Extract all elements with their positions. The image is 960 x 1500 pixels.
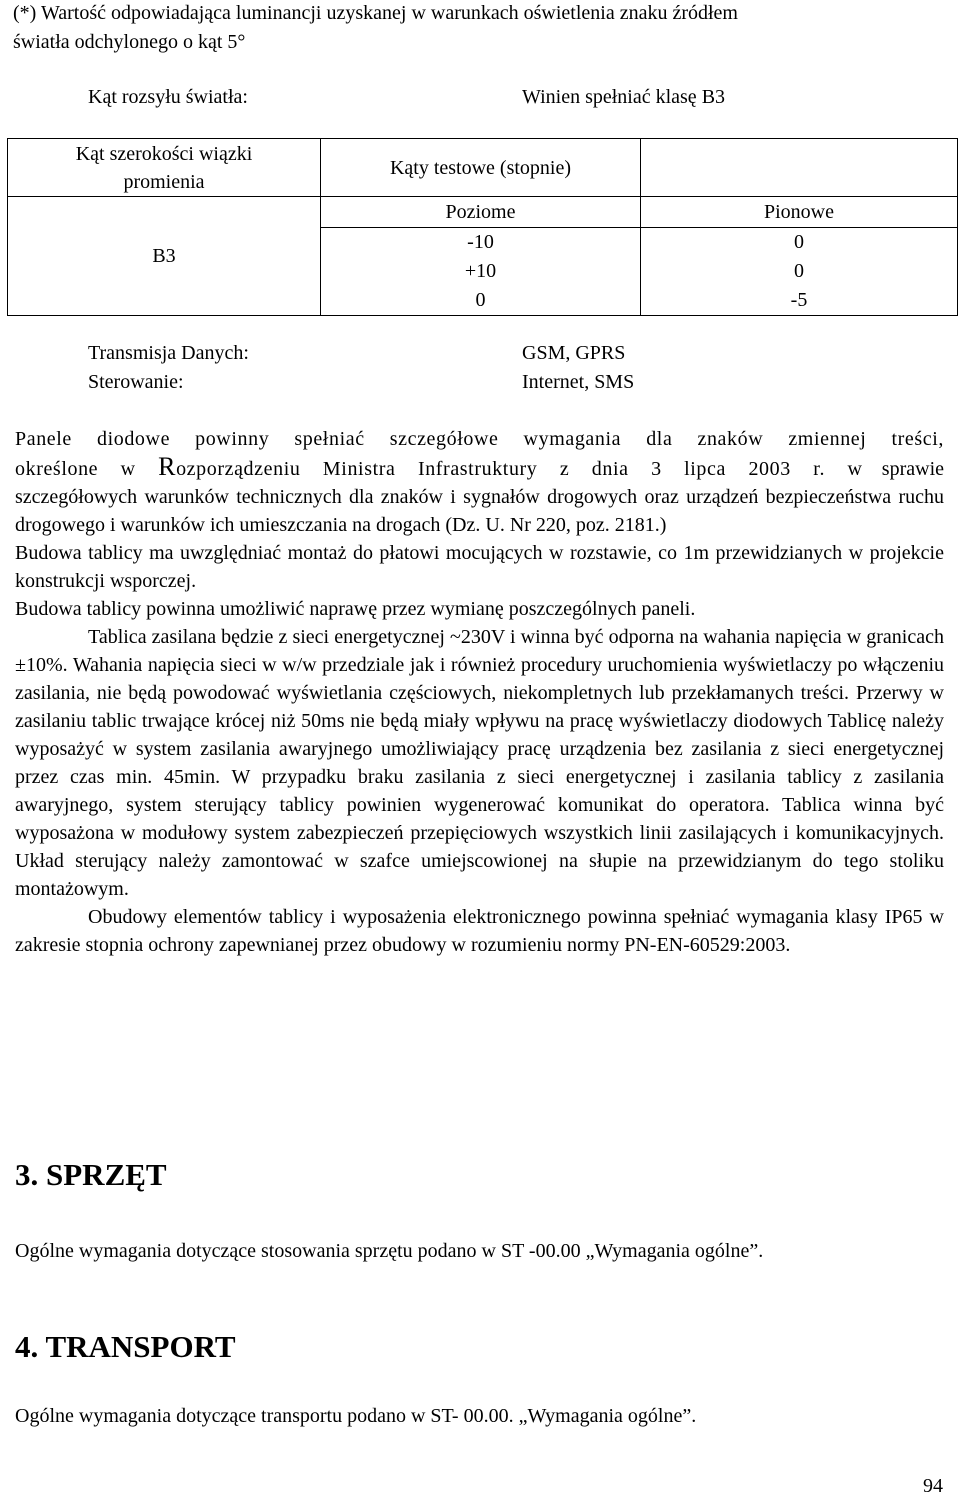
- section-3-text: Ogólne wymagania dotyczące stosowania sprzętu podano w ST -00.00 „Wymagania ogólne”.: [15, 1240, 764, 1262]
- paragraph-3: Budowa tablicy powinna umożliwić naprawę przez wymianę poszczególnych paneli.: [15, 598, 696, 620]
- test-angles-table: [7, 138, 958, 316]
- paragraph-1-line-2: [15, 453, 944, 483]
- test-angles-header: Kąty testowe (stopnie): [321, 139, 641, 197]
- control-label: Sterowanie:: [88, 371, 184, 393]
- paragraph-5: Obudowy elementów tablicy i wyposażenia elektronicznego powinna spełniać wymagania klasy IP65 w zakresie stopnia ochrony zapewnianej przez obudowy w rozumieniu normy PN-EN-60529:2003.: [15, 906, 944, 956]
- data-transmission-label: Transmisja Danych:: [88, 342, 249, 364]
- data-transmission-value: GSM, GPRS: [522, 342, 626, 364]
- footnote: [13, 0, 953, 57]
- paragraph-4: Tablica zasilana będzie z sieci energetycznej ~230V i winna być odporna na wahania napięcia w granicach ±10%. Wahania napięcia sieci w w/w przedziale jak i również procedury uruchomienia wyświetlaczy po włączeniu zasilania, nie będą powodować wyświetlania częściowych, niekompletnych lub przekłamanych treści. Przerwy w zasilaniu tablic trwające krócej niż 50ms nie będą miały wpływu na pracę wyświetlaczy diodowych Tablicę należy wyposażyć w system zasilania awaryjnego umożliwiający pracę urządzenia bez zasilania z sieci energetycznej przez czas min. 45min. W przypadku braku zasilania z sieci energetycznej i zasilania tablicy z zasilania awaryjnego, system sterujący tablicy powinien wygenerować komunikat do operatora. Tablica winna być wyposażona w modułowy system zabezpieczeń przepięciowych wszystkich linii zasilających i komunikacyjnych. Układ sterujący należy zamontować w szafce umiejscowionej na słupie na przewidzianym do tego stoliku montażowym.: [15, 626, 944, 900]
- footnote-line-2: światła odchylonego o kąt 5°: [13, 31, 246, 53]
- control-value: Internet, SMS: [522, 371, 635, 393]
- vertical-value: 0: [794, 260, 804, 282]
- vertical-header: Pionowe: [641, 197, 958, 228]
- page-number: 94: [923, 1475, 943, 1497]
- vertical-value: -5: [790, 289, 808, 311]
- horizontal-values: [321, 228, 641, 316]
- paragraph-1-text: w sprawie: [847, 458, 945, 480]
- paragraph-1-rest: [15, 483, 944, 539]
- section-heading: 4. TRANSPORT: [15, 1329, 236, 1364]
- class-cell: B3: [8, 197, 321, 316]
- section-4-text: Ogólne wymagania dotyczące transportu podano w ST- 00.00. „Wymagania ogólne”.: [15, 1405, 697, 1427]
- footnote-line-1: (*) Wartość odpowiadająca luminancji uzyskanej w warunkach oświetlenia znaku źródłem: [13, 2, 738, 24]
- paragraph-1-initial: R: [158, 452, 177, 481]
- paragraph-1-text: szczegółowych warunków technicznych dla znaków i sygnałów drogowych oraz urządzeń bezpieczeństwa ruchu drogowego i warunków ich umieszczania na drogach (Dz. U. Nr 220, poz. 2181.): [15, 486, 944, 536]
- paragraph-1-text: ozporządzeniu Ministra Infrastruktury z dnia 3 lipca 2003 r.: [176, 458, 826, 480]
- horizontal-value: 0: [475, 289, 486, 311]
- horizontal-value: -10: [467, 231, 494, 253]
- vertical-value: 0: [794, 231, 804, 253]
- section-heading: 3. SPRZĘT: [15, 1157, 167, 1192]
- paragraph-2: Budowa tablicy ma uwzględniać montaż do płatowi mocujących w rozstawie, co 1m przewidzianych w projekcie konstrukcji wsporczej.: [15, 542, 944, 592]
- horizontal-header: Poziome: [321, 197, 641, 228]
- empty-header-cell: [641, 139, 958, 197]
- paragraph-1-text: określone w: [15, 458, 159, 480]
- beam-width-header: Kąt szerokości wiązki promienia: [8, 139, 321, 197]
- horizontal-value: +10: [464, 260, 497, 282]
- light-angle-value: Winien spełniać klasę B3: [522, 86, 726, 108]
- light-angle-label: Kąt rozsyłu światła:: [88, 86, 248, 108]
- body-text: [15, 425, 944, 959]
- vertical-values: [641, 228, 958, 316]
- paragraph-1-line-1: Panele diodowe powinny spełniać szczegółowe wymagania dla znaków zmiennej treści,: [15, 428, 944, 450]
